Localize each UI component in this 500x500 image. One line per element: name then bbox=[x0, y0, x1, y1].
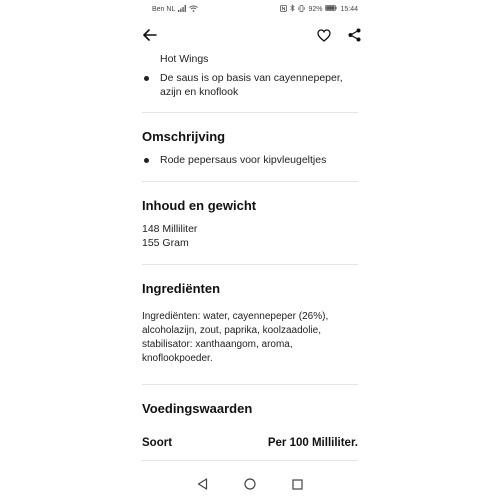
status-right bbox=[280, 4, 358, 14]
section-title: Inhoud en gewicht bbox=[142, 198, 257, 213]
status-left bbox=[152, 5, 198, 14]
nav-recents-icon[interactable] bbox=[292, 477, 303, 495]
arrow-left-icon[interactable] bbox=[142, 27, 158, 43]
app-bar-actions bbox=[316, 27, 362, 43]
ingredients-section bbox=[142, 264, 358, 384]
bluetooth-icon bbox=[290, 4, 295, 14]
vibrate-icon bbox=[298, 5, 305, 14]
nutrition-header-row bbox=[142, 426, 358, 460]
app-bar bbox=[130, 18, 370, 52]
bullet-line: Hot Wings bbox=[160, 53, 209, 65]
clock-time: 15:44 bbox=[340, 5, 358, 13]
bullet-line: De saus is op basis van cayennepeper, bbox=[160, 72, 343, 84]
ingredients-line: stabilisator: xanthaangom, aroma, bbox=[142, 339, 293, 350]
list-item bbox=[142, 153, 358, 167]
heart-icon[interactable] bbox=[316, 27, 332, 43]
carrier-label: Ben NL bbox=[152, 5, 176, 13]
nutrition-column-type: Soort bbox=[142, 437, 173, 449]
section-title: Omschrijving bbox=[142, 129, 226, 144]
battery-level: 92% bbox=[308, 5, 323, 13]
phone-screen bbox=[130, 0, 370, 500]
contents-section bbox=[142, 181, 358, 264]
battery-icon bbox=[325, 5, 337, 13]
nav-home-icon[interactable] bbox=[244, 477, 256, 495]
nav-back-icon[interactable] bbox=[197, 477, 208, 495]
nutrition-column-per-100: Per 100 Milliliter. bbox=[267, 437, 358, 449]
system-nav-bar bbox=[130, 472, 370, 500]
volume-value: 148 Milliliter bbox=[142, 223, 198, 235]
ingredients-line: alcoholazijn, zout, paprika, koolzaadolie, bbox=[142, 325, 321, 336]
nfc-icon bbox=[280, 5, 287, 14]
ingredients-line: Ingrediënten: water, cayennepeper (26%), bbox=[142, 311, 329, 322]
description-section bbox=[142, 112, 358, 181]
product-details bbox=[130, 38, 370, 493]
bullet-line: azijn en knoflook bbox=[160, 86, 239, 98]
signal-icon bbox=[178, 5, 186, 14]
weight-value: 155 Gram bbox=[142, 237, 189, 249]
section-title: Voedingswaarden bbox=[142, 401, 253, 416]
share-icon[interactable] bbox=[346, 27, 362, 43]
bullet-text: Rode pepersaus voor kipvleugeltjes bbox=[160, 154, 327, 166]
list-item bbox=[142, 71, 358, 99]
status-bar bbox=[130, 0, 370, 18]
section-title: Ingrediënten bbox=[142, 281, 221, 296]
ingredients-line: knoflookpoeder. bbox=[142, 353, 213, 364]
wifi-icon bbox=[189, 5, 198, 14]
